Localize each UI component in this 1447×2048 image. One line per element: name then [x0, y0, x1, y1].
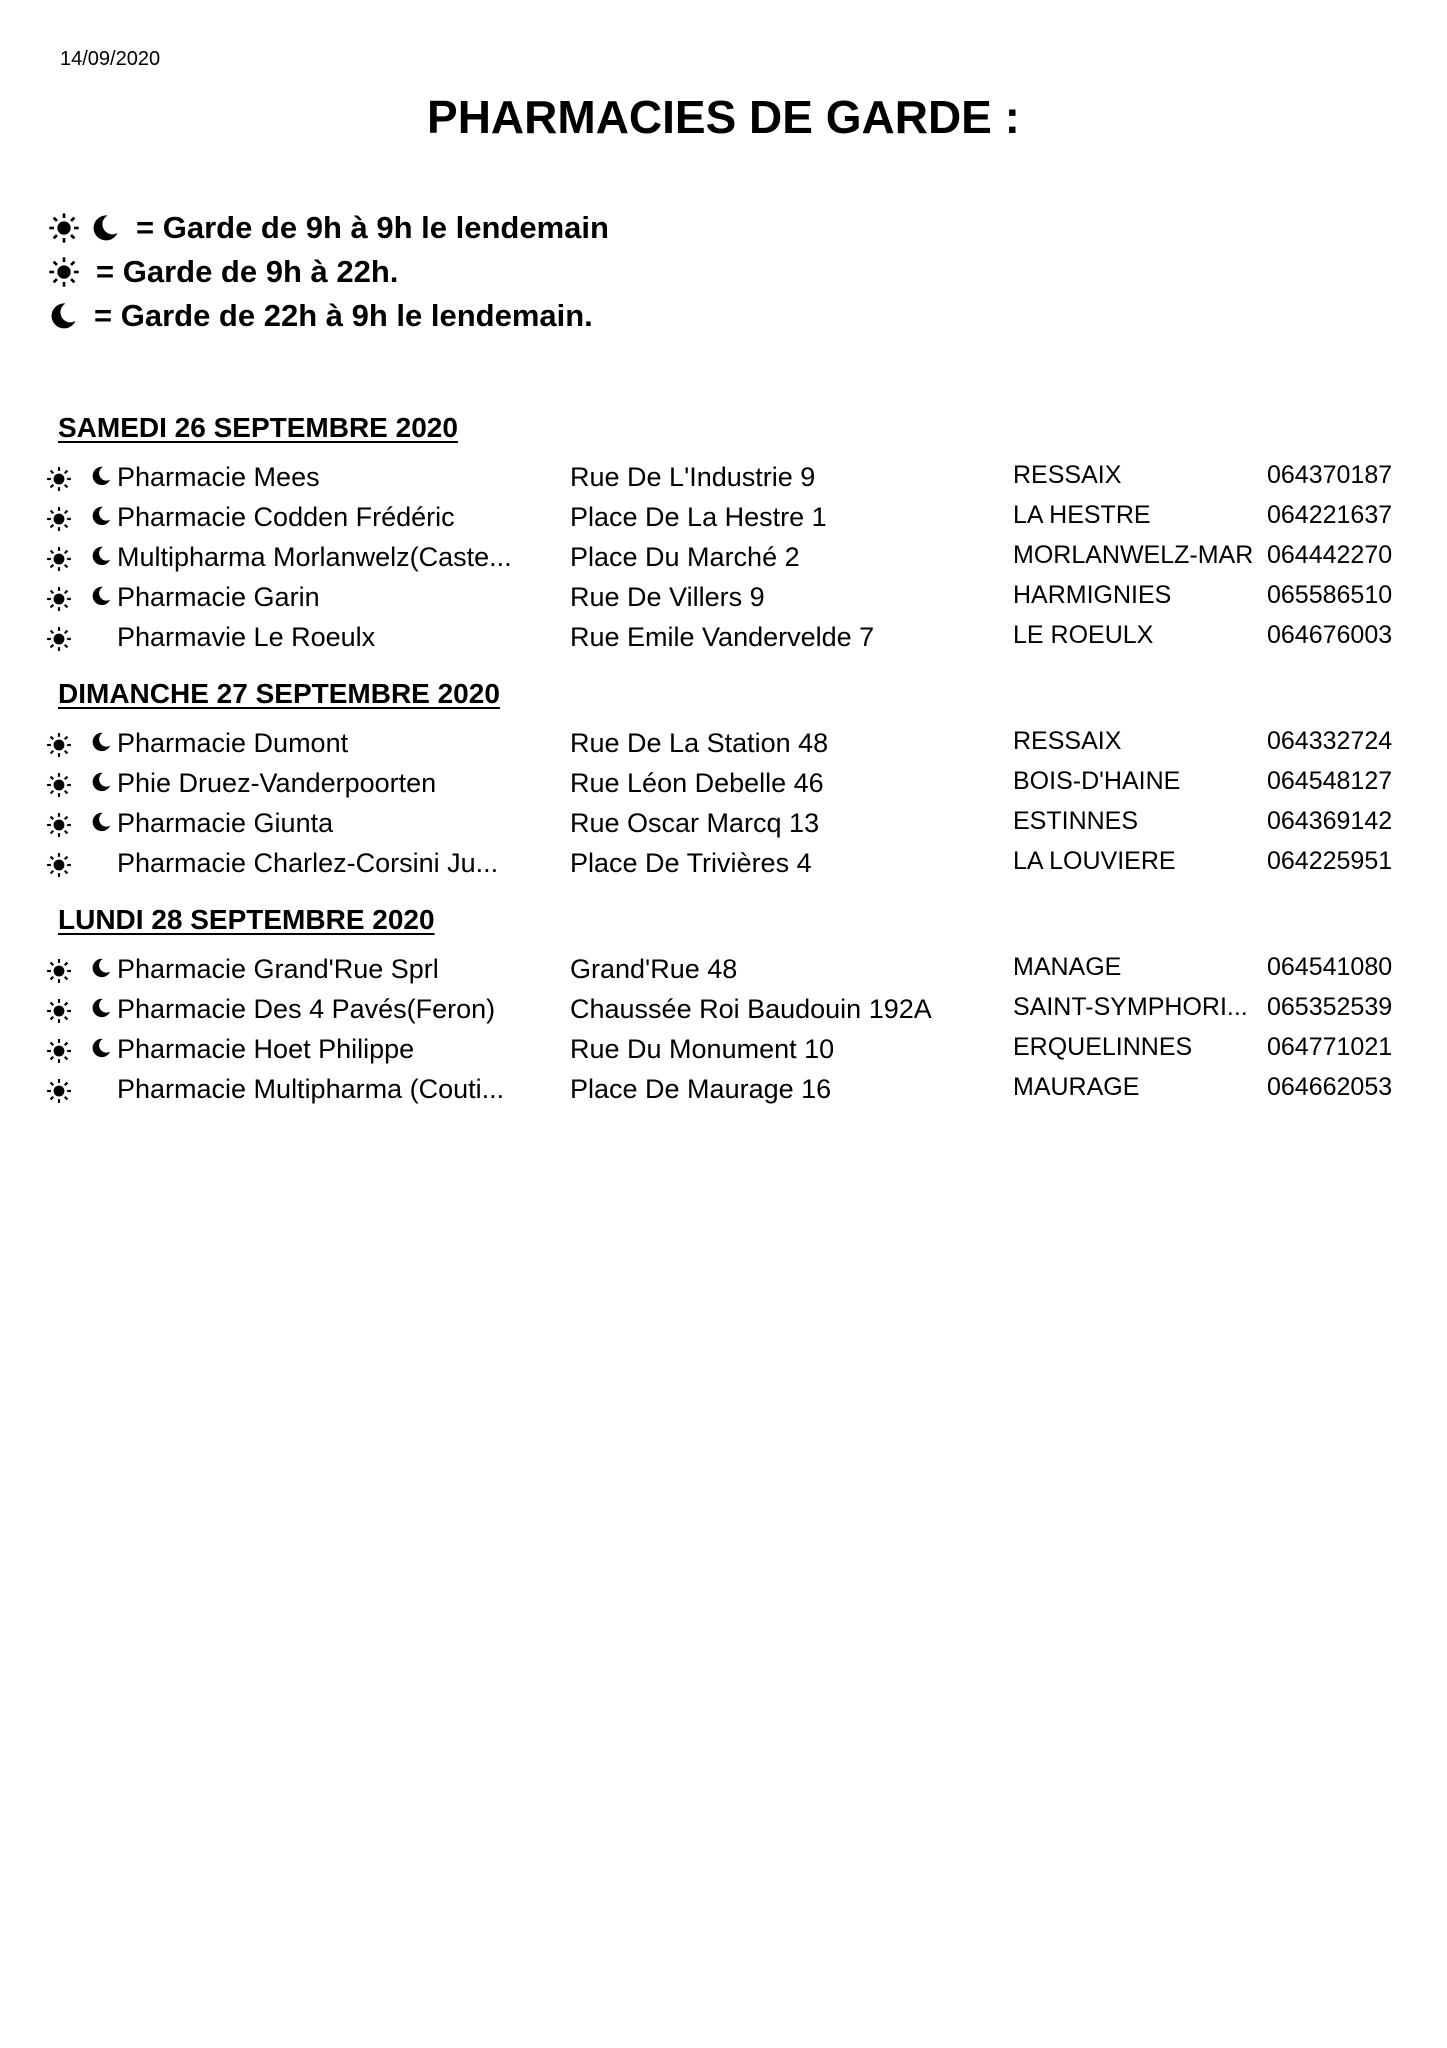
pharmacy-row — [58, 803, 1398, 843]
pharmacy-row — [58, 1029, 1398, 1069]
pharmacy-row — [58, 989, 1398, 1029]
pharmacy-city: SAINT-SYMPHORI... — [1013, 993, 1248, 1021]
pharmacy-name: Pharmacie Des 4 Pavés(Feron) — [117, 994, 496, 1024]
pharmacy-city: BOIS-D'HAINE — [1013, 767, 1181, 795]
moon-icon — [90, 997, 112, 1019]
pharmacy-address: Place De Maurage 16 — [570, 1074, 832, 1104]
night-duty-marker — [90, 545, 112, 567]
day-section-sunday — [58, 677, 1398, 883]
pharmacy-phone: 064225951 — [1267, 847, 1393, 875]
pharmacy-city: HARMIGNIES — [1013, 581, 1172, 609]
pharmacy-address: Rue Oscar Marcq 13 — [570, 808, 820, 838]
sun-icon — [46, 812, 72, 838]
night-duty-marker — [90, 465, 112, 487]
sun-icon — [46, 586, 72, 612]
pharmacy-row — [58, 1069, 1398, 1109]
pharmacy-name: Pharmacie Mees — [117, 462, 320, 492]
pharmacy-name: Phie Druez-Vanderpoorten — [117, 768, 437, 798]
pharmacy-row — [58, 457, 1398, 497]
moon-icon — [90, 465, 112, 487]
moon-icon — [90, 213, 120, 243]
pharmacy-phone: 064541080 — [1267, 953, 1393, 981]
page-title: PHARMACIES DE GARDE : — [427, 91, 1020, 143]
pharmacy-address: Place De Trivières 4 — [570, 848, 812, 878]
pharmacy-city: LA HESTRE — [1013, 501, 1151, 529]
pharmacy-address: Grand'Rue 48 — [570, 954, 738, 984]
pharmacy-row — [58, 949, 1398, 989]
sun-icon — [46, 1038, 72, 1064]
sun-icon — [46, 732, 72, 758]
night-duty-marker — [90, 1037, 112, 1059]
pharmacy-name: Pharmacie Garin — [117, 582, 320, 612]
pharmacy-address: Place Du Marché 2 — [570, 542, 800, 572]
legend — [48, 206, 609, 338]
day-duty-marker — [46, 546, 72, 568]
moon-icon — [90, 1037, 112, 1059]
pharmacy-name: Pharmacie Multipharma (Couti... — [117, 1074, 505, 1104]
legend-icons — [48, 212, 120, 244]
pharmacy-phone: 064676003 — [1267, 621, 1393, 649]
day-duty-marker — [46, 958, 72, 980]
pharmacy-row — [58, 497, 1398, 537]
pharmacy-address: Chaussée Roi Baudouin 192A — [570, 994, 932, 1024]
pharmacy-row — [58, 577, 1398, 617]
pharmacy-phone: 064662053 — [1267, 1073, 1393, 1101]
pharmacy-city: MANAGE — [1013, 953, 1122, 981]
legend-row — [48, 250, 609, 294]
sun-icon — [46, 546, 72, 572]
sun-icon — [46, 626, 72, 652]
pharmacy-city: LA LOUVIERE — [1013, 847, 1176, 875]
day-section-monday — [58, 903, 1398, 1109]
night-duty-marker — [90, 997, 112, 1019]
sun-icon — [46, 466, 72, 492]
pharmacy-address: Place De La Hestre 1 — [570, 502, 827, 532]
pharmacy-phone: 064221637 — [1267, 501, 1393, 529]
day-duty-marker — [46, 626, 72, 648]
pharmacy-city: LE ROEULX — [1013, 621, 1154, 649]
pharmacy-name: Pharmacie Dumont — [117, 728, 349, 758]
pharmacy-phone: 065352539 — [1267, 993, 1393, 1021]
pharmacy-address: Rue Léon Debelle 46 — [570, 768, 824, 798]
moon-icon — [90, 545, 112, 567]
legend-icons — [48, 256, 80, 288]
legend-row — [48, 294, 609, 338]
legend-row — [48, 206, 609, 250]
day-duty-marker — [46, 1078, 72, 1100]
pharmacy-row — [58, 763, 1398, 803]
day-duty-marker — [46, 732, 72, 754]
moon-icon — [90, 731, 112, 753]
day-title: SAMEDI 26 SEPTEMBRE 2020 — [58, 412, 458, 443]
legend-text: = Garde de 9h à 22h. — [96, 254, 399, 289]
moon-icon — [90, 585, 112, 607]
pharmacy-city: RESSAIX — [1013, 461, 1122, 489]
pharmacy-city: RESSAIX — [1013, 727, 1122, 755]
pharmacy-phone: 064442270 — [1267, 541, 1393, 569]
legend-text: = Garde de 22h à 9h le lendemain. — [94, 298, 593, 333]
pharmacy-name: Pharmacie Grand'Rue Sprl — [117, 954, 439, 984]
pharmacy-row — [58, 537, 1398, 577]
day-duty-marker — [46, 998, 72, 1020]
document-date: 14/09/2020 — [60, 48, 161, 70]
night-duty-marker — [90, 957, 112, 979]
sun-icon — [46, 958, 72, 984]
day-title: LUNDI 28 SEPTEMBRE 2020 — [58, 904, 435, 935]
moon-icon — [90, 957, 112, 979]
pharmacy-name: Pharmacie Hoet Philippe — [117, 1034, 415, 1064]
day-duty-marker — [46, 1038, 72, 1060]
pharmacy-phone: 064771021 — [1267, 1033, 1393, 1061]
pharmacy-phone: 064370187 — [1267, 461, 1393, 489]
day-duty-marker — [46, 772, 72, 794]
pharmacy-name: Pharmacie Giunta — [117, 808, 334, 838]
sun-icon — [48, 212, 80, 244]
sun-icon — [46, 1078, 72, 1104]
pharmacy-name: Multipharma Morlanwelz(Caste... — [117, 542, 512, 572]
day-title: DIMANCHE 27 SEPTEMBRE 2020 — [58, 678, 500, 709]
pharmacy-phone: 064332724 — [1267, 727, 1393, 755]
moon-icon — [90, 771, 112, 793]
pharmacy-city: ESTINNES — [1013, 807, 1139, 835]
night-duty-marker — [90, 731, 112, 753]
pharmacy-row — [58, 617, 1398, 657]
pharmacy-row — [58, 723, 1398, 763]
sun-icon — [46, 506, 72, 532]
moon-icon — [90, 811, 112, 833]
legend-text: = Garde de 9h à 9h le lendemain — [136, 210, 609, 245]
night-duty-marker — [90, 585, 112, 607]
day-duty-marker — [46, 586, 72, 608]
night-duty-marker — [90, 811, 112, 833]
day-duty-marker — [46, 812, 72, 834]
pharmacy-city: ERQUELINNES — [1013, 1033, 1193, 1061]
pharmacy-address: Rue Emile Vandervelde 7 — [570, 622, 875, 652]
night-duty-marker — [90, 505, 112, 527]
pharmacy-name: Pharmacie Charlez-Corsini Ju... — [117, 848, 499, 878]
sun-icon — [46, 852, 72, 878]
pharmacy-phone: 064369142 — [1267, 807, 1393, 835]
sun-icon — [46, 772, 72, 798]
pharmacy-phone: 064548127 — [1267, 767, 1393, 795]
pharmacy-address: Rue Du Monument 10 — [570, 1034, 835, 1064]
sun-icon — [46, 998, 72, 1024]
day-section-saturday — [58, 411, 1398, 657]
pharmacy-row — [58, 843, 1398, 883]
pharmacy-city: MAURAGE — [1013, 1073, 1140, 1101]
pharmacy-phone: 065586510 — [1267, 581, 1393, 609]
pharmacy-city: MORLANWELZ-MAR — [1013, 541, 1254, 569]
sun-icon — [48, 256, 80, 288]
legend-icons — [48, 301, 78, 331]
moon-icon — [90, 505, 112, 527]
pharmacy-address: Rue De L'Industrie 9 — [570, 462, 816, 492]
day-duty-marker — [46, 506, 72, 528]
day-duty-marker — [46, 466, 72, 488]
pharmacy-name: Pharmavie Le Roeulx — [117, 622, 376, 652]
pharmacy-address: Rue De Villers 9 — [570, 582, 765, 612]
day-duty-marker — [46, 852, 72, 874]
pharmacy-address: Rue De La Station 48 — [570, 728, 829, 758]
moon-icon — [48, 301, 78, 331]
pharmacy-name: Pharmacie Codden Frédéric — [117, 502, 455, 532]
night-duty-marker — [90, 771, 112, 793]
